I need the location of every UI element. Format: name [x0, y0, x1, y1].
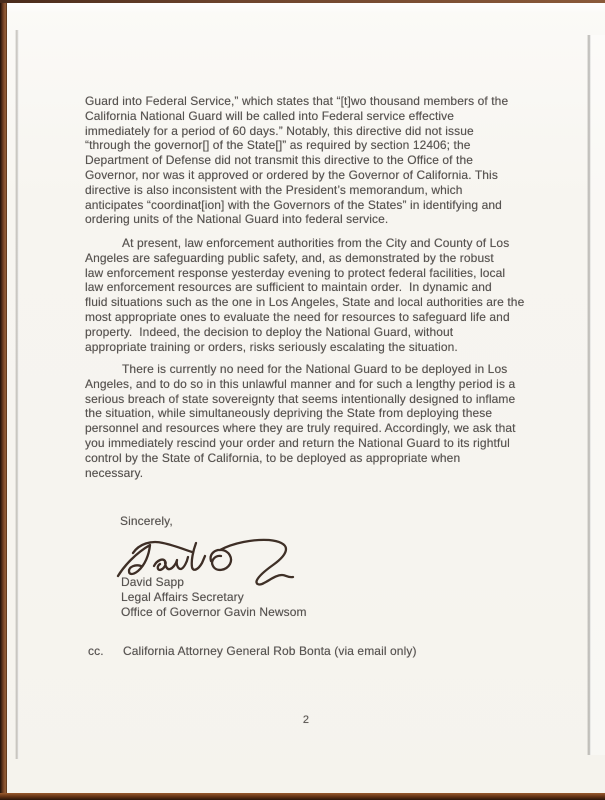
signature-stroke-david — [118, 542, 205, 576]
paragraph-rescind-request — [85, 362, 577, 480]
scan-frame-bottom-edge — [0, 793, 605, 800]
cc-recipient: California Attorney General Rob Bonta (via email only) — [123, 644, 417, 658]
text-line: California National Guard will be called into Federal service effective — [85, 108, 455, 123]
text-line: the situation, while simultaneously depriving the State from deploying these — [85, 406, 493, 421]
text-line: There is currently no need for the National Guard to be deployed in Los — [122, 362, 508, 376]
paragraph-law-enforcement-sufficient — [85, 236, 577, 354]
closing-salutation: Sincerely, — [120, 514, 173, 528]
letter-body — [7, 3, 605, 793]
text-line: anticipates “coordinat[ion] with the Governors of the States” in identifying and — [85, 197, 502, 212]
text-line: Guard into Federal Service,” which states that “[t]wo thousand members of the — [85, 94, 509, 108]
text-line: serious breach of state sovereignty that seems intentionally designed to inflame — [85, 391, 516, 406]
text-line: directive is also inconsistent with the President’s memorandum, which — [85, 182, 463, 197]
text-line: ordering units of the National Guard into federal service. — [85, 212, 389, 227]
scan-frame-left-edge — [0, 0, 7, 800]
text-line: law enforcement resources are sufficient to maintain order. In dynamic and — [85, 280, 492, 295]
text-line: Governor, nor was it approved or ordered by the Governor of California. This — [85, 167, 498, 182]
text-line: appropriate training or orders, risks seriously escalating the situation. — [85, 339, 458, 354]
text-line: necessary. — [85, 465, 144, 480]
paragraph-federal-service-directive — [85, 94, 577, 227]
text-line: property. Indeed, the decision to deploy the National Guard, without — [85, 324, 454, 339]
text-line: most appropriate ones to evaluate the need for resources to safeguard life and — [85, 309, 510, 324]
signature-block — [121, 575, 307, 621]
text-line: fluid situations such as the one in Los Angeles, State and local authorities are the — [85, 295, 525, 310]
text-line: At present, law enforcement authorities from the City and County of Los — [122, 236, 510, 250]
signer-organization: Office of Governor Gavin Newsom — [121, 605, 307, 620]
text-line: personnel and resources where they are truly required. Accordingly, we ask that — [85, 421, 516, 436]
text-line: Department of Defense did not transmit this directive to the Office of the — [85, 153, 474, 168]
signer-name: David Sapp — [121, 575, 185, 589]
text-line: Angeles, and to do so in this unlawful manner and for such a lengthy period is a — [85, 376, 516, 391]
cc-line — [88, 644, 417, 658]
text-line: Angeles are safeguarding public safety, and, as demonstrated by the robust — [85, 250, 494, 265]
text-line: “through the governor[] of the State[]” as required by section 12406; the — [85, 138, 471, 153]
cc-label: cc. — [88, 644, 104, 658]
text-line: immediately for a period of 60 days.” Notably, this directive did not issue — [85, 123, 474, 138]
page-number: 2 — [302, 714, 310, 726]
text-line: control by the State of California, to be deployed as appropriate when — [85, 450, 461, 465]
signer-title: Legal Affairs Secretary — [121, 590, 244, 605]
letter-page-2 — [7, 3, 605, 793]
text-line: you immediately rescind your order and return the National Guard to its rightful — [85, 435, 510, 450]
text-line: law enforcement response yesterday evening to protect federal facilities, local — [85, 265, 506, 280]
